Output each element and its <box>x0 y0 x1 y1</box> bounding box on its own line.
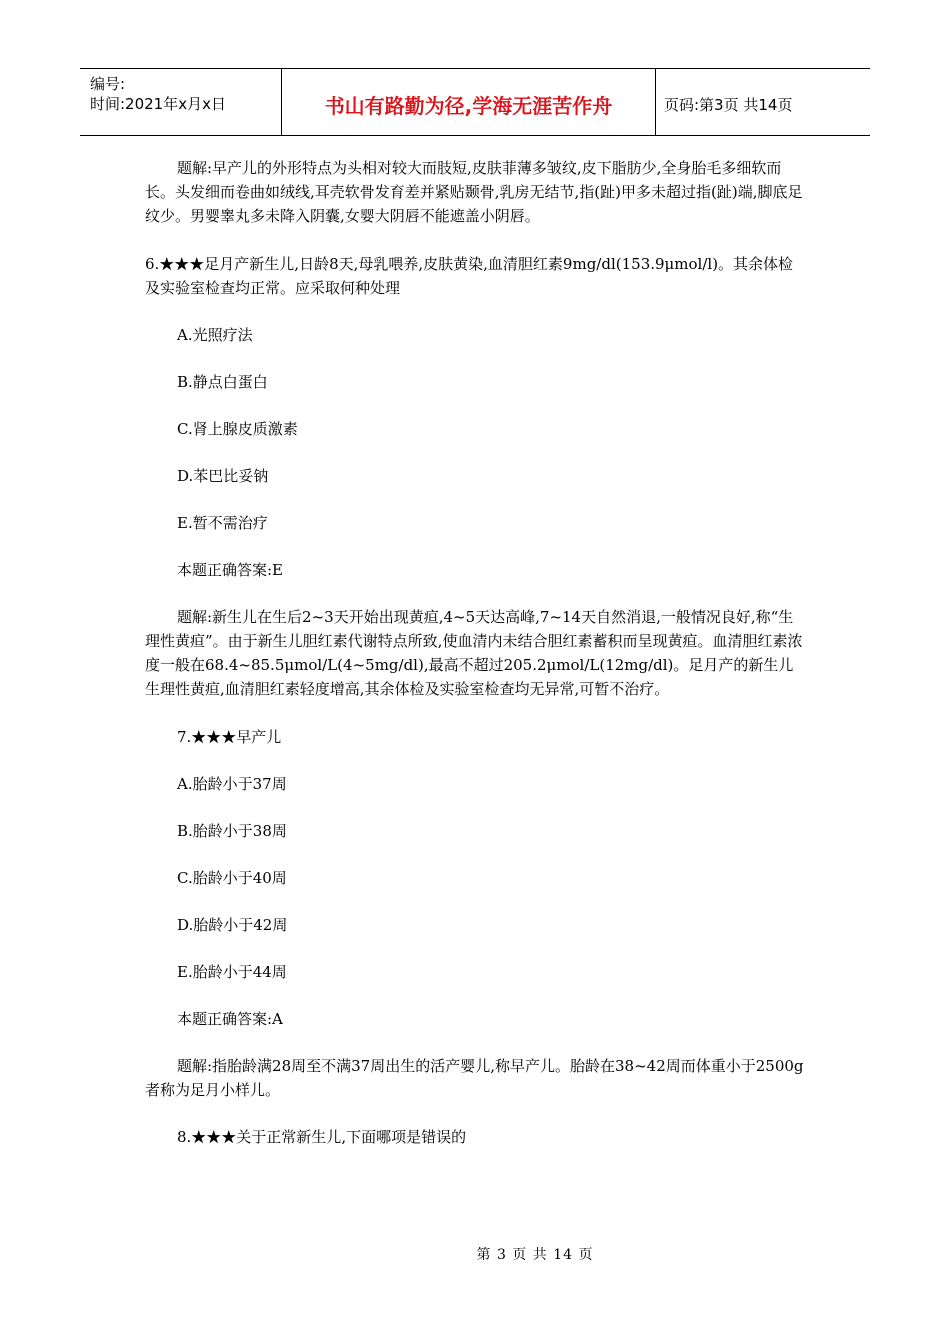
number-label: 编号: <box>90 75 126 93</box>
q7-option-c: C.胎龄小于40周 <box>177 869 287 887</box>
q7-option-b: B.胎龄小于38周 <box>177 822 287 840</box>
q6-option-d: D.苯巴比妥钠 <box>177 467 269 485</box>
footer-page-number: 第 3 页 共 14 页 <box>476 1247 594 1263</box>
time-label: 时间:2021年x月x日 <box>90 95 226 113</box>
q5-explanation: 题解:早产儿的外形特点为头相对较大而肢短,皮肤菲薄多皱纹,皮下脂肪少,全身胎毛多细软而长。头发细而卷曲如绒线,耳壳软骨发育差并紧贴颞骨,乳房无结节,指(趾)甲多未超过指(趾)端,脚底足纹少。男婴睾丸多未降入阴囊,女婴大阴唇不能遮盖小阴唇。 <box>145 159 803 225</box>
q8-question: 8.★★★关于正常新生儿,下面哪项是错误的 <box>177 1128 467 1146</box>
q7-option-a: A.胎龄小于37周 <box>177 775 287 793</box>
header-motto: 书山有路勤为径,学海无涯苦作舟 <box>282 69 656 135</box>
q6-option-a: A.光照疗法 <box>177 326 253 344</box>
page-footer <box>0 1244 950 1264</box>
q7-option-e: E.胎龄小于44周 <box>177 963 287 981</box>
page-header <box>80 68 870 136</box>
q6-option-c: C.肾上腺皮质激素 <box>177 420 298 438</box>
q6-question: 6.★★★足月产新生儿,日龄8天,母乳喂养,皮肤黄染,血清胆红素9mg/dl(153.9μmol/l)。其余体检及实验室检查均正常。应采取何种处理 <box>145 255 794 297</box>
q6-option-e: E.暂不需治疗 <box>177 514 268 532</box>
q6-option-b: B.静点白蛋白 <box>177 373 268 391</box>
q6-explanation: 题解:新生儿在生后2~3天开始出现黄疸,4~5天达高峰,7~14天自然消退,一般情况良好,称“生理性黄疸”。由于新生儿胆红素代谢特点所致,使血清内未结合胆红素蓄积而呈现黄疸。血清胆红素浓度一般在68.4~85.5μmol/L(4~5mg/dl),最高不超过205.2μmol/L(12mg/dl)。足月产的新生儿生理性黄疸,血清胆红素轻度增高,其余体检及实验室检查均无异常,可暂不治疗。 <box>145 608 803 698</box>
q7-answer: 本题正确答案:A <box>177 1010 283 1028</box>
q7-explanation: 题解:指胎龄满28周至不满37周出生的活产婴儿,称早产儿。胎龄在38~42周而体重小于2500g者称为足月小样儿。 <box>145 1057 804 1099</box>
q7-question: 7.★★★早产儿 <box>177 728 282 746</box>
header-meta <box>80 69 282 135</box>
q7-option-d: D.胎龄小于42周 <box>177 916 288 934</box>
header-page-info: 页码:第3页 共14页 <box>664 95 793 114</box>
document-body <box>145 156 805 1149</box>
q6-answer: 本题正确答案:E <box>177 561 284 579</box>
